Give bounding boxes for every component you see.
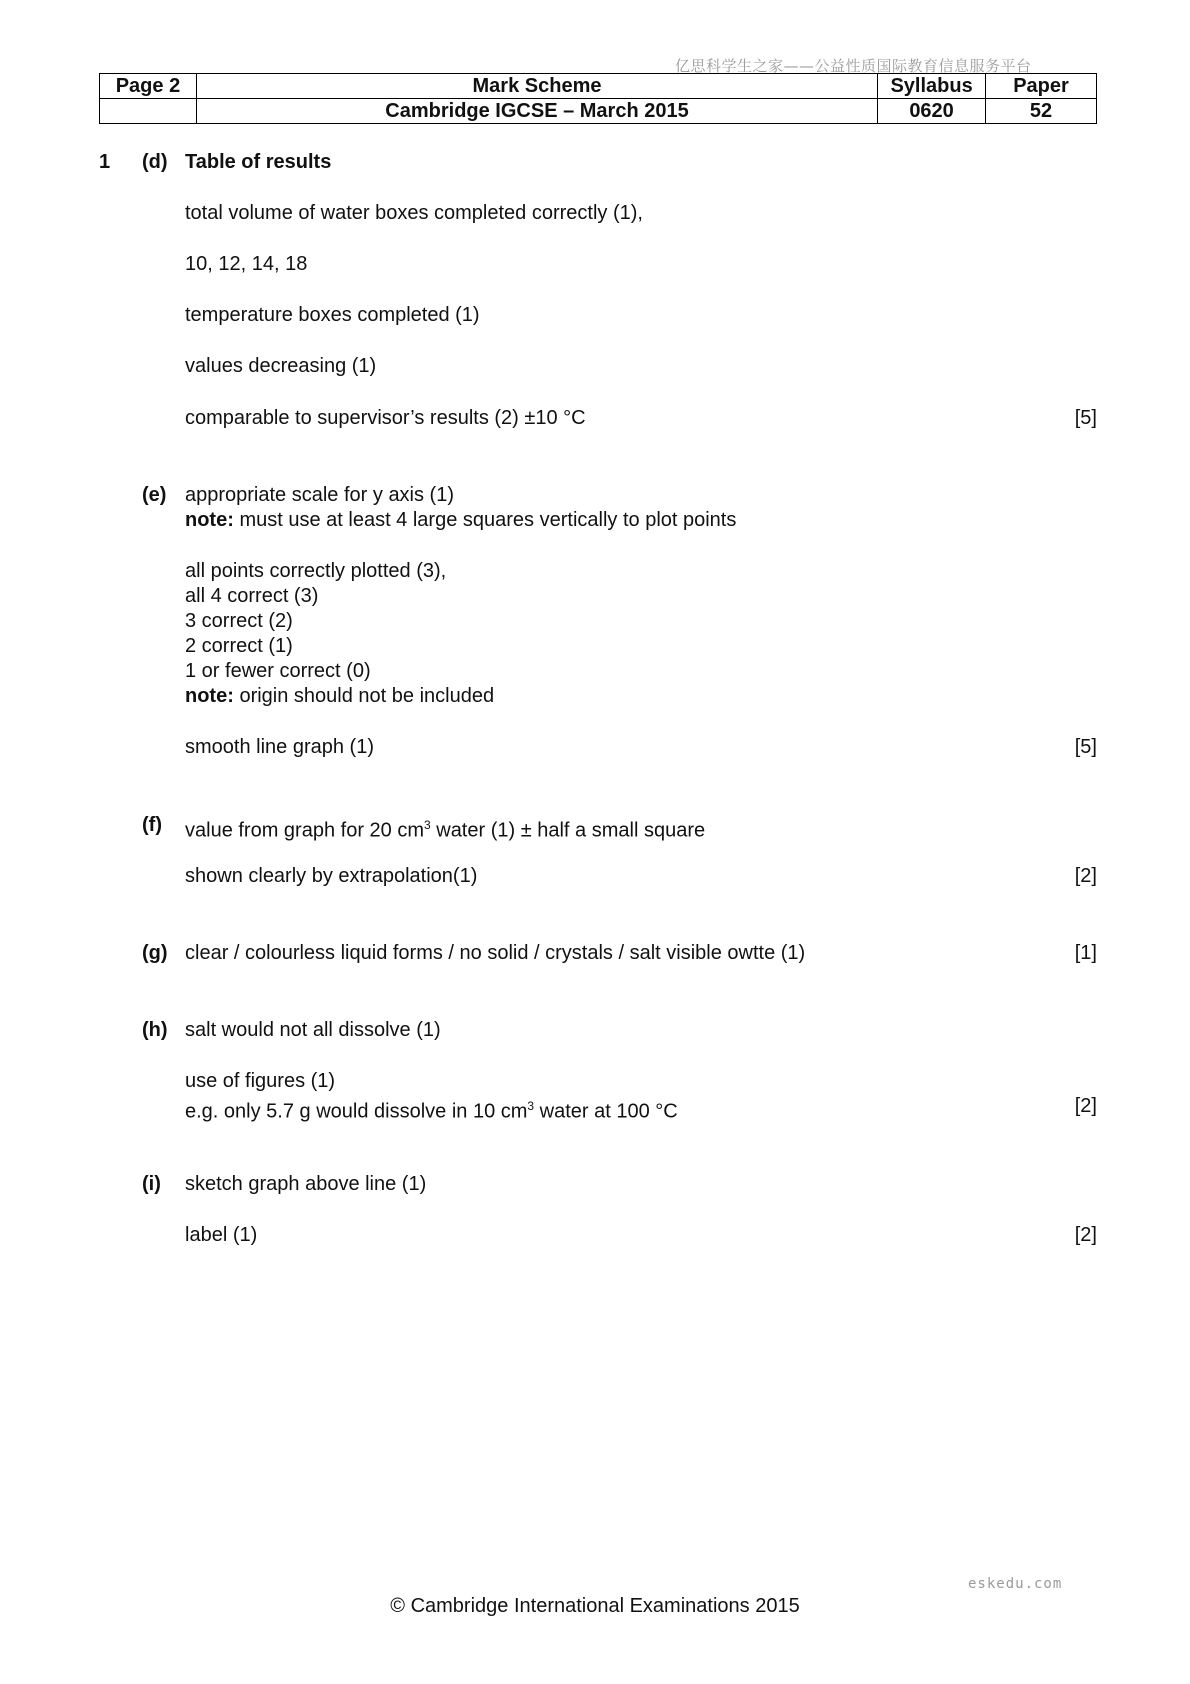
question-number: 1	[99, 151, 111, 173]
mark-allocation-d: [5]	[1074, 407, 1097, 429]
part-e-line: all points correctly plotted (3),	[185, 560, 447, 582]
part-d-line: temperature boxes completed (1)	[185, 304, 480, 326]
part-e-line: 3 correct (2)	[185, 610, 293, 632]
superscript: 3	[424, 818, 431, 832]
document-title: Mark Scheme	[196, 74, 877, 99]
part-d-line: comparable to supervisor’s results (2) ±10 °C	[185, 407, 586, 429]
text-run: water at 100 °C	[534, 1100, 678, 1123]
part-h-line: salt would not all dissolve (1)	[185, 1019, 441, 1041]
note-text: origin should not be included	[233, 685, 495, 707]
page-number: Page 2	[100, 74, 197, 99]
mark-allocation-g: [1]	[1074, 942, 1097, 964]
mark-allocation-f: [2]	[1074, 865, 1097, 887]
part-label-e: (e)	[142, 484, 167, 506]
copyright-footer: © Cambridge International Examinations 2015	[390, 1595, 800, 1617]
note-label: note:	[185, 685, 234, 707]
exam-name: Cambridge IGCSE – March 2015	[196, 99, 877, 124]
part-f-line	[185, 813, 705, 844]
part-e-line: 1 or fewer correct (0)	[185, 660, 371, 682]
part-label-f: (f)	[142, 814, 162, 836]
part-f-line: shown clearly by extrapolation(1)	[185, 865, 478, 887]
part-d-line: 10, 12, 14, 18	[185, 253, 308, 275]
part-e-line: 2 correct (1)	[185, 635, 293, 657]
part-g-line: clear / colourless liquid forms / no solid / crystals / salt visible owtte (1)	[185, 942, 806, 964]
part-label-i: (i)	[142, 1173, 161, 1195]
part-h-line: use of figures (1)	[185, 1070, 336, 1092]
part-e-line: smooth line graph (1)	[185, 736, 374, 758]
mark-allocation-e: [5]	[1074, 736, 1097, 758]
note-text: must use at least 4 large squares vertically to plot points	[233, 509, 737, 531]
syllabus-code: 0620	[878, 99, 986, 124]
part-d-heading: Table of results	[185, 151, 332, 173]
paper-number: 52	[986, 99, 1097, 124]
watermark-top: 亿思科学生之家——公益性质国际教育信息服务平台	[675, 57, 1032, 75]
text-run: water (1) ± half a small square	[430, 819, 706, 842]
part-d-line: total volume of water boxes completed correctly (1),	[185, 202, 643, 224]
part-i-line: sketch graph above line (1)	[185, 1173, 427, 1195]
header-table	[99, 73, 1097, 124]
part-e-line: all 4 correct (3)	[185, 585, 319, 607]
text-run: value from graph for 20 cm	[185, 819, 424, 842]
part-label-g: (g)	[142, 942, 168, 964]
part-e-line: appropriate scale for y axis (1)	[185, 484, 455, 506]
part-label-h: (h)	[142, 1019, 168, 1041]
syllabus-label: Syllabus	[878, 74, 986, 99]
part-e-note	[185, 684, 494, 709]
mark-allocation-i: [2]	[1074, 1224, 1097, 1246]
part-d-line: values decreasing (1)	[185, 355, 377, 377]
watermark-bottom: eskedu.com	[968, 1576, 1063, 1592]
mark-allocation-h: [2]	[1074, 1095, 1097, 1117]
empty-cell	[100, 99, 197, 124]
part-e-note	[185, 508, 736, 533]
text-run: e.g. only 5.7 g would dissolve in 10 cm	[185, 1100, 528, 1123]
note-label: note:	[185, 509, 234, 531]
part-label-d: (d)	[142, 151, 168, 173]
part-i-line: label (1)	[185, 1224, 258, 1246]
part-h-line	[185, 1094, 678, 1125]
paper-label: Paper	[986, 74, 1097, 99]
superscript: 3	[527, 1099, 535, 1113]
